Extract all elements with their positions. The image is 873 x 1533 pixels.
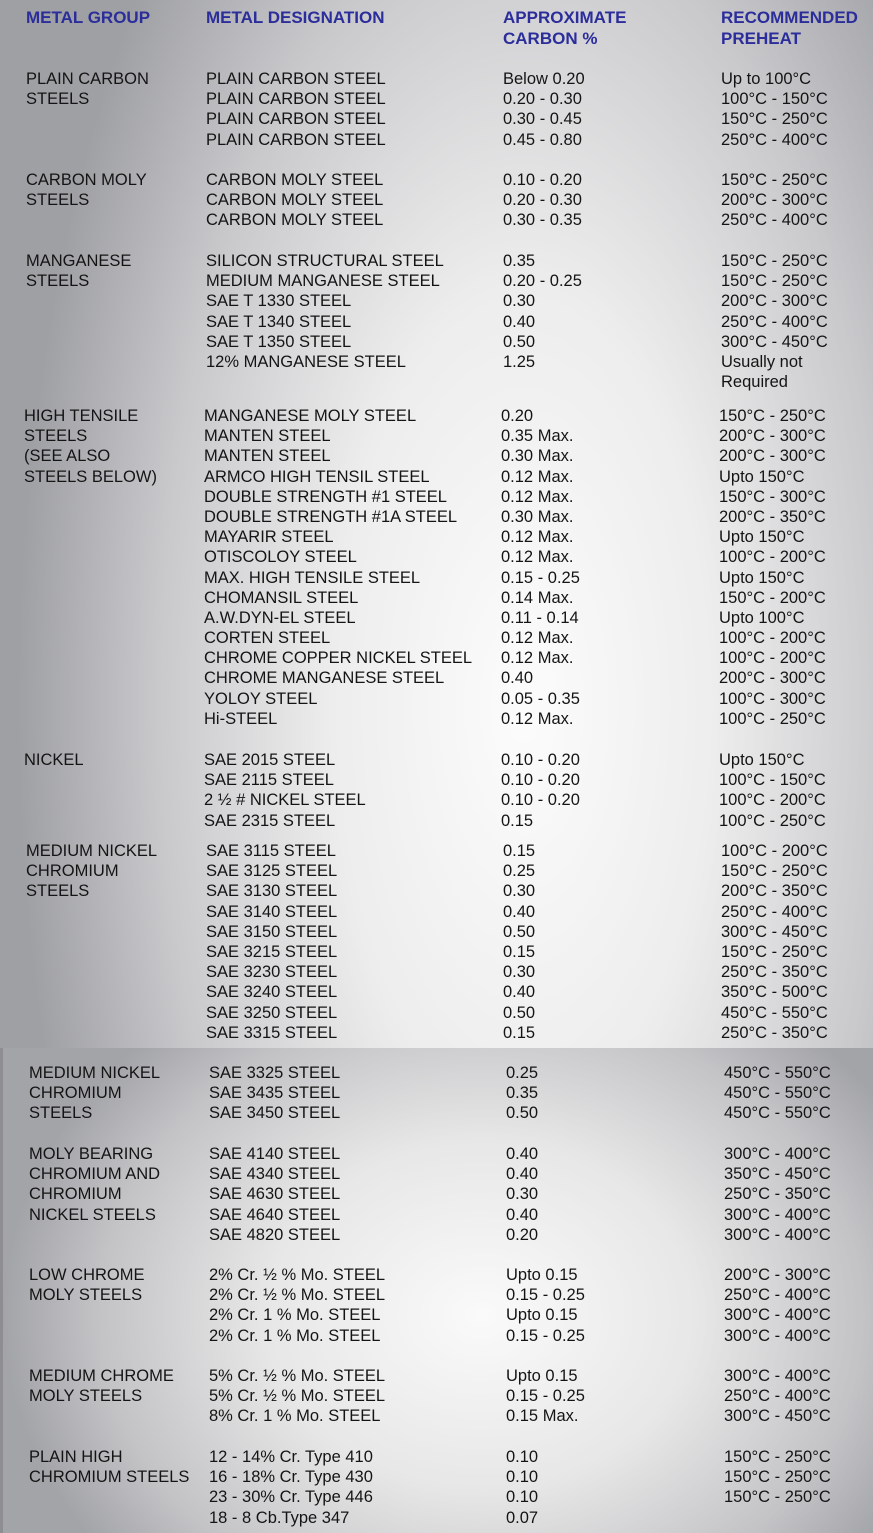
carbon-percent: 0.10 - 0.20 [501,751,580,769]
preheat-range: 150°C - 300°C [719,487,826,506]
carbon-percent: 0.50 [503,922,536,941]
preheat-range: Usually not [721,352,803,371]
preheat-range: 150°C - 200°C [719,588,826,607]
metal-group-name: MEDIUM NICKEL CHROMIUM STEELS [26,842,158,901]
table-row [0,251,873,271]
carbon-percent: 0.15 [503,842,536,860]
preheat-range: 250°C - 350°C [721,1023,828,1042]
metal-designation: SAE 3325 STEEL [209,1064,341,1082]
metal-designation: CHROME MANGANESE STEEL [204,669,445,688]
metal-designation: PLAIN CARBON STEEL [206,130,386,149]
preheat-range: 350°C - 500°C [721,983,828,1002]
metal-group-name: HIGH TENSILE STEELS (SEE ALSO STEELS BELOW) [24,407,157,486]
carbon-percent: 0.35 Max. [501,427,574,446]
metal-designation: SAE 3130 STEEL [206,882,338,901]
metal-designation: 2 ½ # NICKEL STEEL [204,791,366,810]
preheat-range: 300°C - 400°C [724,1326,831,1345]
carbon-percent: 0.10 - 0.20 [501,791,580,810]
table-row [0,1003,873,1023]
preheat-range: 150°C - 250°C [721,110,828,129]
carbon-percent: 0.10 [506,1448,539,1466]
preheat-range: 200°C - 300°C [719,669,826,688]
preheat-range: 250°C - 400°C [721,902,828,921]
carbon-percent: 0.30 Max. [501,447,574,466]
preheat-range: 250°C - 400°C [721,130,828,149]
preheat-range: 250°C - 400°C [721,211,828,230]
preheat-range: 300°C - 450°C [721,922,828,941]
carbon-percent: 0.40 [503,902,536,921]
table-row [0,372,873,392]
metal-designation: A.W.DYN-EL STEEL [204,608,356,627]
table-row [0,861,873,881]
carbon-percent: 0.14 Max. [501,588,574,607]
metal-designation: CHOMANSIL STEEL [204,588,359,607]
metal-designation: MANTEN STEEL [204,427,331,446]
table-row [0,568,873,588]
carbon-percent: 0.10 [506,1468,539,1487]
table-row [0,1305,873,1325]
carbon-percent: 0.20 [506,1225,539,1244]
metal-designation: 16 - 18% Cr. Type 430 [209,1468,373,1487]
table-row [0,841,873,861]
metal-designation: PLAIN CARBON STEEL [206,110,386,129]
carbon-percent: 0.10 - 0.20 [503,171,582,189]
preheat-range: Upto 150°C [719,751,805,769]
table-row [0,446,873,466]
metal-designation: SILICON STRUCTURAL STEEL [206,252,444,270]
carbon-percent: 0.15 - 0.25 [506,1326,585,1345]
table-row [0,527,873,547]
metal-designation: DOUBLE STRENGTH #1A STEEL [204,507,458,526]
preheat-range: 200°C - 300°C [719,427,826,446]
metal-designation: 2% Cr. 1 % Mo. STEEL [209,1306,381,1325]
preheat-range: 250°C - 350°C [721,963,828,982]
table-row [0,109,873,129]
table-row [0,1083,873,1103]
carbon-percent: 0.30 [506,1185,539,1204]
carbon-percent: 0.12 Max. [501,548,574,567]
table-row [0,962,873,982]
carbon-percent: 0.40 [506,1205,539,1224]
preheat-range: 100°C - 200°C [719,791,826,810]
metal-designation: 23 - 30% Cr. Type 446 [209,1488,373,1507]
table-row [0,1326,873,1346]
table-row [0,1366,873,1386]
preheat-range: 300°C - 400°C [724,1205,831,1224]
carbon-percent: 0.12 Max. [501,487,574,506]
table-row [0,1144,873,1164]
table-row [0,982,873,1002]
carbon-percent: 0.40 [503,312,536,331]
carbon-percent: 0.50 [506,1104,539,1123]
preheat-range: 250°C - 400°C [724,1387,831,1406]
carbon-percent: 0.40 [501,669,534,688]
carbon-percent: 0.30 [503,292,536,311]
metal-group-name: LOW CHROME MOLY STEELS [29,1266,145,1305]
carbon-percent: 0.30 Max. [501,507,574,526]
preheat-range: 450°C - 550°C [724,1084,831,1103]
metal-group-name: MOLY BEARING CHROMIUM AND CHROMIUM NICKEL STEELS [29,1145,161,1224]
preheat-range: 100°C - 300°C [719,689,826,708]
metal-designation: 8% Cr. 1 % Mo. STEEL [209,1407,381,1426]
table-row [0,271,873,291]
table-row [0,190,873,210]
preheat-range: 300°C - 400°C [724,1145,831,1163]
metal-designation: SAE 2115 STEEL [204,771,334,790]
preheat-range: 150°C - 250°C [724,1448,831,1466]
carbon-percent: 0.12 Max. [501,709,574,728]
carbon-percent: 0.15 - 0.25 [501,568,580,587]
carbon-percent: 0.20 - 0.25 [503,272,582,291]
carbon-percent: 0.15 [501,811,534,830]
header-recommended-preheat: RECOMMENDED PREHEAT [721,8,858,48]
table-row [0,210,873,230]
table-row [0,69,873,89]
metal-group-name: MEDIUM NICKEL CHROMIUM STEELS [29,1064,161,1123]
metal-designation: SAE 3215 STEEL [206,942,338,961]
table-row [0,811,873,831]
carbon-percent: 1.25 [503,352,536,371]
table-row [0,668,873,688]
table-row [0,1447,873,1467]
preheat-range: Upto 150°C [719,467,805,486]
preheat-range: 200°C - 300°C [719,447,826,466]
table-row [0,291,873,311]
metal-group-name: NICKEL [24,751,84,769]
metal-designation: MEDIUM MANGANESE STEEL [206,272,440,291]
carbon-percent: 0.40 [506,1145,539,1163]
metal-designation: SAE 2315 STEEL [204,811,336,830]
carbon-percent: 0.20 [501,407,534,425]
preheat-range: 200°C - 300°C [721,292,828,311]
metal-designation: SAE 4340 STEEL [209,1165,341,1184]
metal-group-name: MANGANESE STEELS [26,252,132,291]
carbon-percent: 0.15 - 0.25 [506,1387,585,1406]
metal-designation: SAE 3150 STEEL [206,922,338,941]
carbon-percent: 0.12 Max. [501,467,574,486]
table-row [0,130,873,150]
table-row [0,770,873,790]
table-row [0,689,873,709]
header-approximate-carbon: APPROXIMATE CARBON % [503,8,627,48]
preheat-range: 300°C - 400°C [724,1225,831,1244]
metal-designation: Hi-STEEL [204,709,278,728]
table-row [0,881,873,901]
preheat-range: 300°C - 450°C [721,332,828,351]
preheat-range: 100°C - 250°C [719,811,826,830]
preheat-range: 100°C - 250°C [719,709,826,728]
carbon-percent: 0.30 - 0.35 [503,211,582,230]
metal-designation: MAYARIR STEEL [204,528,334,547]
preheat-range: 200°C - 350°C [721,882,828,901]
carbon-percent: 0.40 [506,1165,539,1184]
metal-designation: SAE 4820 STEEL [209,1225,341,1244]
header-metal-designation: METAL DESIGNATION [206,8,385,27]
preheat-range: 100°C - 150°C [721,90,828,109]
table-row [0,1103,873,1123]
carbon-percent: 0.35 [506,1084,539,1103]
metal-designation: ARMCO HIGH TENSIL STEEL [204,467,430,486]
carbon-percent: Upto 0.15 [506,1306,578,1325]
metal-designation: MANTEN STEEL [204,447,331,466]
preheat-range: 250°C - 400°C [721,312,828,331]
table-row [0,608,873,628]
metal-designation: SAE 3140 STEEL [206,902,338,921]
table-row [0,170,873,190]
preheat-range: 150°C - 250°C [721,272,828,291]
metal-designation: SAE T 1350 STEEL [206,332,352,351]
metal-designation: 2% Cr. ½ % Mo. STEEL [209,1286,386,1305]
table-row [0,1406,873,1426]
table-row [0,1265,873,1285]
preheat-range: 100°C - 200°C [719,548,826,567]
metal-designation: 2% Cr. ½ % Mo. STEEL [209,1266,386,1284]
metal-designation: 2% Cr. 1 % Mo. STEEL [209,1326,381,1345]
preheat-range: 350°C - 450°C [724,1165,831,1184]
metal-designation: SAE 3450 STEEL [209,1104,341,1123]
preheat-range: 200°C - 350°C [719,507,826,526]
preheat-range: 450°C - 550°C [724,1064,831,1082]
preheat-range: 150°C - 250°C [721,862,828,881]
metal-designation: SAE 4630 STEEL [209,1185,341,1204]
carbon-percent: 0.45 - 0.80 [503,130,582,149]
preheat-range: Upto 150°C [719,568,805,587]
carbon-percent: 0.25 [503,862,536,881]
carbon-percent: 0.35 [503,252,536,270]
metal-designation: 18 - 8 Cb.Type 347 [209,1508,350,1527]
metal-designation: SAE 3230 STEEL [206,963,338,982]
carbon-percent: 0.10 - 0.20 [501,771,580,790]
preheat-range: 100°C - 200°C [721,842,828,860]
carbon-percent: 0.30 [503,963,536,982]
preheat-range: 450°C - 550°C [721,1003,828,1022]
preheat-range: 200°C - 300°C [724,1266,831,1284]
metal-group-name: CARBON MOLY STEELS [26,171,147,210]
table-row [0,487,873,507]
carbon-percent: 0.12 Max. [501,629,574,648]
metal-designation: OTISCOLOY STEEL [204,548,357,567]
preheat-range: 150°C - 250°C [721,171,828,189]
carbon-percent: 0.15 Max. [506,1407,579,1426]
preheat-range: 300°C - 400°C [724,1367,831,1385]
preheat-range: 250°C - 350°C [724,1185,831,1204]
carbon-percent: 0.50 [503,1003,536,1022]
metal-designation: MANGANESE MOLY STEEL [204,407,417,425]
preheat-range: 150°C - 250°C [724,1468,831,1487]
metal-designation: CARBON MOLY STEEL [206,191,384,210]
carbon-percent: 0.12 Max. [501,528,574,547]
metal-designation: SAE 3240 STEEL [206,983,338,1002]
metal-designation: 12 - 14% Cr. Type 410 [209,1448,373,1466]
carbon-percent: Below 0.20 [503,70,585,88]
metal-designation: CHROME COPPER NICKEL STEEL [204,649,473,668]
table-row [0,902,873,922]
table-row [0,790,873,810]
metal-designation: MAX. HIGH TENSILE STEEL [204,568,421,587]
carbon-percent: 0.15 [503,1023,536,1042]
table-row [0,1386,873,1406]
metal-designation: SAE T 1340 STEEL [206,312,352,331]
table-row [0,709,873,729]
table-row [0,942,873,962]
carbon-percent: 0.10 [506,1488,539,1507]
metal-designation: DOUBLE STRENGTH #1 STEEL [204,487,447,506]
metal-designation: 5% Cr. ½ % Mo. STEEL [209,1387,386,1406]
carbon-percent: 0.50 [503,332,536,351]
table-row [0,1184,873,1204]
metal-designation: SAE 4640 STEEL [209,1205,341,1224]
preheat-range: 150°C - 250°C [721,942,828,961]
metal-designation: PLAIN CARBON STEEL [206,70,386,88]
table-row [0,1164,873,1184]
metal-group-name: MEDIUM CHROME MOLY STEELS [29,1367,174,1406]
preheat-range: 250°C - 400°C [724,1286,831,1305]
table-row [0,628,873,648]
table-row [0,1023,873,1043]
table-row [0,89,873,109]
preheat-range: Up to 100°C [721,70,812,88]
preheat-range: 300°C - 450°C [724,1407,831,1426]
table-row [0,1285,873,1305]
table-row [0,588,873,608]
preheat-range: 200°C - 300°C [721,191,828,210]
table-row [0,507,873,527]
carbon-percent: 0.30 [503,882,536,901]
carbon-percent: Upto 0.15 [506,1367,578,1385]
table-row [0,922,873,942]
preheat-range: 150°C - 250°C [724,1488,831,1507]
table-row [0,1063,873,1083]
metal-designation: SAE T 1330 STEEL [206,292,352,311]
carbon-percent: 0.25 [506,1064,539,1082]
preheat-range: Upto 150°C [719,528,805,547]
carbon-percent: 0.15 - 0.25 [506,1286,585,1305]
metal-designation: CARBON MOLY STEEL [206,171,384,189]
carbon-percent: 0.40 [503,983,536,1002]
metal-designation: CORTEN STEEL [204,629,331,648]
metal-designation: 12% MANGANESE STEEL [206,352,406,371]
metal-designation: YOLOY STEEL [204,689,318,708]
table-row [0,1467,873,1487]
preheat-range: Required [721,373,788,392]
carbon-percent: 0.07 [506,1508,539,1527]
carbon-percent: 0.30 - 0.45 [503,110,582,129]
table-row [0,312,873,332]
table-row [0,1508,873,1528]
table-row [0,467,873,487]
preheat-range: 100°C - 200°C [719,629,826,648]
table-row [0,352,873,372]
carbon-percent: 0.15 [503,942,536,961]
carbon-percent: 0.12 Max. [501,649,574,668]
carbon-percent: 0.11 - 0.14 [501,608,579,627]
metal-designation: SAE 3125 STEEL [206,862,338,881]
carbon-percent: Upto 0.15 [506,1266,578,1284]
table-row [0,750,873,770]
carbon-percent: 0.20 - 0.30 [503,191,582,210]
metal-designation: 5% Cr. ½ % Mo. STEEL [209,1367,386,1385]
preheat-range: 450°C - 550°C [724,1104,831,1123]
metal-group-name: PLAIN CARBON STEELS [26,70,149,109]
preheat-range: 100°C - 150°C [719,771,826,790]
table-row [0,1487,873,1507]
carbon-percent: 0.20 - 0.30 [503,90,582,109]
preheat-range: 150°C - 250°C [721,252,828,270]
table-row [0,1225,873,1245]
preheat-range: 300°C - 400°C [724,1306,831,1325]
table-row [0,547,873,567]
metal-designation: SAE 2015 STEEL [204,751,336,769]
preheat-range: 150°C - 250°C [719,407,826,425]
metal-designation: SAE 4140 STEEL [209,1145,341,1163]
table-row [0,648,873,668]
carbon-percent: 0.05 - 0.35 [501,689,580,708]
metal-designation: SAE 3315 STEEL [206,1023,338,1042]
metal-designation: CARBON MOLY STEEL [206,211,384,230]
metal-designation: SAE 3250 STEEL [206,1003,338,1022]
preheat-range: 100°C - 200°C [719,649,826,668]
metal-group-name: PLAIN HIGH CHROMIUM STEELS [29,1448,190,1487]
table-row [0,426,873,446]
metal-designation: SAE 3115 STEEL [206,842,336,860]
table-row [0,1205,873,1225]
metal-designation: SAE 3435 STEEL [209,1084,341,1103]
table-row [0,406,873,426]
preheat-range: Upto 100°C [719,608,805,627]
header-metal-group: METAL GROUP [26,8,151,27]
metal-designation: PLAIN CARBON STEEL [206,90,386,109]
table-row [0,332,873,352]
